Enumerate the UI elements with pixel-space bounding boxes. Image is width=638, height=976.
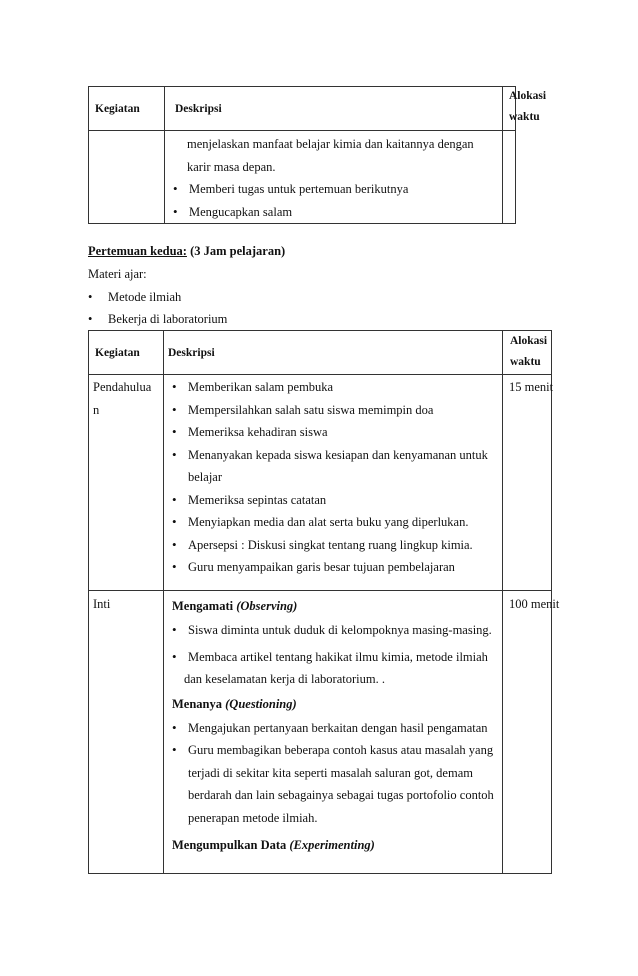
header-alokasi: Alokasi waktu xyxy=(509,90,547,123)
list-item: • Guru membagikan beberapa contoh kasus atau masalah yang xyxy=(164,739,502,762)
list-item-cont: dan keselamatan kerja di laboratorium. . xyxy=(184,672,385,686)
list-item: • Menyiapkan media dan alat serta buku yang diperlukan. xyxy=(164,511,502,534)
list-item-cont: terjadi di sekitar kita seperti masalah saluran got, demam xyxy=(188,765,473,780)
header-kegiatan: Kegiatan xyxy=(95,102,140,115)
list-item: • Mengucapkan salam xyxy=(165,201,502,224)
list-item: • Mempersilahkan salah satu siswa memimpin doa xyxy=(164,399,502,422)
list-item: • Guru menyampaikan garis besar tujuan pembelajaran xyxy=(164,556,502,579)
subsection-title: Menanya (Questioning) xyxy=(172,696,297,711)
desc-line: karir masa depan. xyxy=(187,159,276,174)
bullet-icon: • xyxy=(88,312,93,326)
header-deskripsi: Deskripsi xyxy=(175,102,222,115)
list-item: • Memberikan salam pembuka xyxy=(164,376,502,399)
section-title-underlined: Pertemuan kedua: xyxy=(88,244,187,258)
list-item: • Membaca artikel tentang hakikat ilmu kimia, metode ilmiah xyxy=(164,646,502,669)
list-item-cont: belajar xyxy=(188,470,223,484)
list-item-cont: penerapan metode ilmiah. xyxy=(188,810,318,825)
list-item: • Siswa diminta untuk duduk di kelompoknya masing-masing. xyxy=(164,619,502,642)
header-deskripsi: Deskripsi xyxy=(168,346,215,359)
section-title-rest: (3 Jam pelajaran) xyxy=(186,244,286,258)
table-row-inti xyxy=(89,591,552,874)
table-header-row xyxy=(89,331,552,375)
section-title xyxy=(88,240,285,262)
header-alokasi: Alokasi waktu xyxy=(510,335,548,368)
header-kegiatan: Kegiatan xyxy=(95,346,140,359)
subsection-title: Mengumpulkan Data (Experimenting) xyxy=(172,838,375,852)
row-label: Inti xyxy=(93,597,111,611)
list-item: • Memeriksa sepintas catatan xyxy=(164,489,502,512)
subsection-title: Mengamati (Observing) xyxy=(172,599,298,613)
list-item-cont: berdarah dan lain sebagainya sebagai tugas portofolio contoh xyxy=(188,788,494,802)
table-row xyxy=(89,131,516,224)
desc-line: menjelaskan manfaat belajar kimia dan kaitannya dengan xyxy=(187,137,474,151)
table-kegiatan xyxy=(88,330,560,874)
time-value: 15 menit xyxy=(509,380,554,394)
materi-label: Materi ajar: xyxy=(88,267,147,281)
list-item: • Menanyakan kepada siswa kesiapan dan kenyamanan untuk xyxy=(164,444,502,467)
list-item: • Memberi tugas untuk pertemuan berikutnya xyxy=(165,178,502,201)
list-item: • Apersepsi : Diskusi singkat tentang ruang lingkup kimia. xyxy=(164,534,502,557)
time-value: 100 menit xyxy=(509,597,560,611)
table-continuation xyxy=(88,86,516,224)
row-label: Pendahulua n xyxy=(93,380,152,417)
bullet-icon: • xyxy=(88,290,93,304)
list-item: • Memeriksa kehadiran siswa xyxy=(164,421,502,444)
list-item: • Mengajukan pertanyaan berkaitan dengan hasil pengamatan xyxy=(164,717,502,740)
table-row-pendahuluan xyxy=(89,375,552,591)
table-header-row xyxy=(89,87,516,131)
